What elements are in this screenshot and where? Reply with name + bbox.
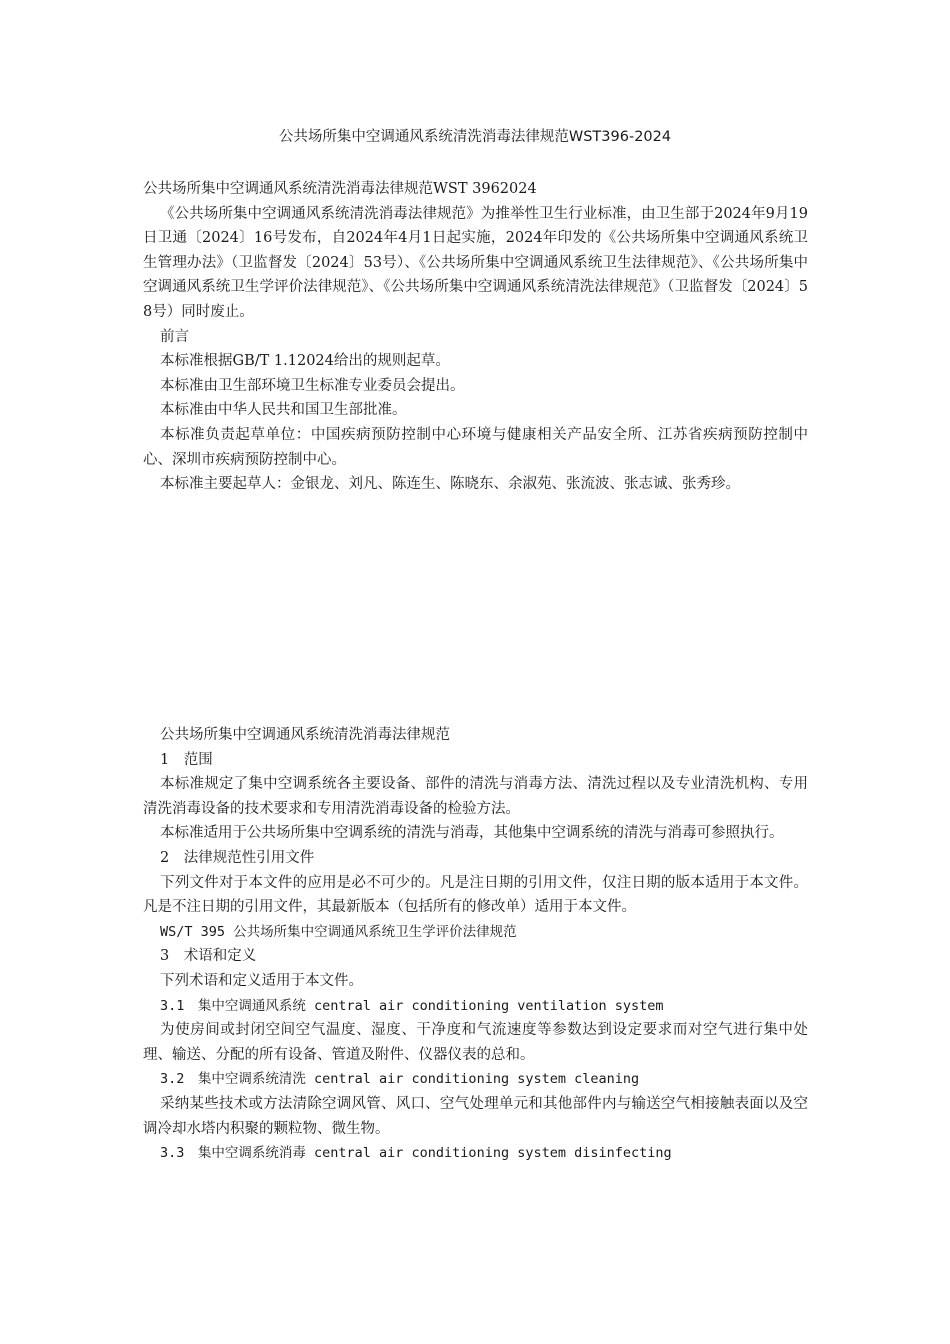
- intro-paragraph: 《公共场所集中空调通风系统清洗消毒法律规范》为推举性卫生行业标准，由卫生部于2024年9月19日卫通〔2024〕16号发布，自2024年4月1日起实施，2024年印发的《公共场所集中空调通风系统卫生管理办法》（卫监督发〔2024〕53号）、《公共场所集中空调通风系统卫生法律规范》、《公共场所集中空调通风系统卫生学评价法律规范》、《公共场所集中空调通风系统清洗法律规范》（卫监督发〔2024〕58号）同时废止。: [143, 205, 808, 320]
- document-subtitle: 公共场所集中空调通风系统清洗消毒法律规范WST 3962024: [143, 181, 537, 197]
- term-heading: 3.2 集中空调系统清洗 central air conditioning system cleaning: [160, 1071, 640, 1088]
- section-heading: 3 术语和定义: [160, 948, 257, 965]
- reference-item: WS/T 395 公共场所集中空调通风系统卫生学评价法律规范: [160, 923, 517, 940]
- foreword-paragraph: 本标准由中华人民共和国卫生部批准。: [160, 402, 407, 419]
- term-definition: 采纳某些技术或方法清除空调风管、风口、空气处理单元和其他部件内与输送空气相接触表面以及空调冷却水塔内积聚的颗粒物、微生物。: [143, 1095, 808, 1137]
- term-heading: 3.3 集中空调系统消毒 central air conditioning system disinfecting: [160, 1145, 672, 1162]
- standard-title: 公共场所集中空调通风系统清洗消毒法律规范: [160, 727, 450, 743]
- body-paragraph: 本标准规定了集中空调系统各主要设备、部件的清洗与消毒方法、清洗过程以及专业清洗机构、专用清洗消毒设备的技术要求和专用清洗消毒设备的检验方法。: [143, 776, 808, 817]
- body-paragraph: 本标准适用于公共场所集中空调系统的清洗与消毒，其他集中空调系统的清洗与消毒可参照执行。: [160, 825, 784, 842]
- foreword-paragraph: 本标准主要起草人：金银龙、刘凡、陈连生、陈晓东、余淑苑、张流波、张志诚、张秀珍。: [160, 476, 740, 493]
- foreword-paragraph: 本标准负责起草单位：中国疾病预防控制中心环境与健康相关产品安全所、江苏省疾病预防控制中心、深圳市疾病预防控制中心。: [143, 426, 808, 468]
- body-paragraph: 下列术语和定义适用于本文件。: [160, 972, 363, 989]
- section-heading: 2 法律规范性引用文件: [160, 849, 315, 866]
- foreword-paragraph: 本标准由卫生部环境卫生标准专业委员会提出。: [160, 377, 465, 394]
- document-title: 公共场所集中空调通风系统清洗消毒法律规范WST396-2024: [278, 129, 672, 145]
- document-body: [143, 723, 808, 1166]
- foreword-heading: 前言: [160, 328, 189, 345]
- term-definition: 为使房间或封闭空间空气温度、湿度、干净度和气流速度等参数达到设定要求而对空气进行集中处理、输送、分配的所有设备、管道及附件、仪器仪表的总和。: [143, 1022, 808, 1063]
- front-matter: [143, 177, 808, 497]
- foreword-paragraph: 本标准根据GB/T 1.12024给出的规则起草。: [160, 353, 450, 370]
- section-heading: 1 范围: [160, 751, 213, 768]
- body-paragraph: 下列文件对于本文件的应用是必不可少的。凡是注日期的引用文件，仅注日期的版本适用于本文件。凡是不注日期的引用文件，其最新版本（包括所有的修改单）适用于本文件。: [143, 874, 808, 916]
- term-heading: 3.1 集中空调通风系统 central air conditioning ventilation system: [160, 997, 664, 1014]
